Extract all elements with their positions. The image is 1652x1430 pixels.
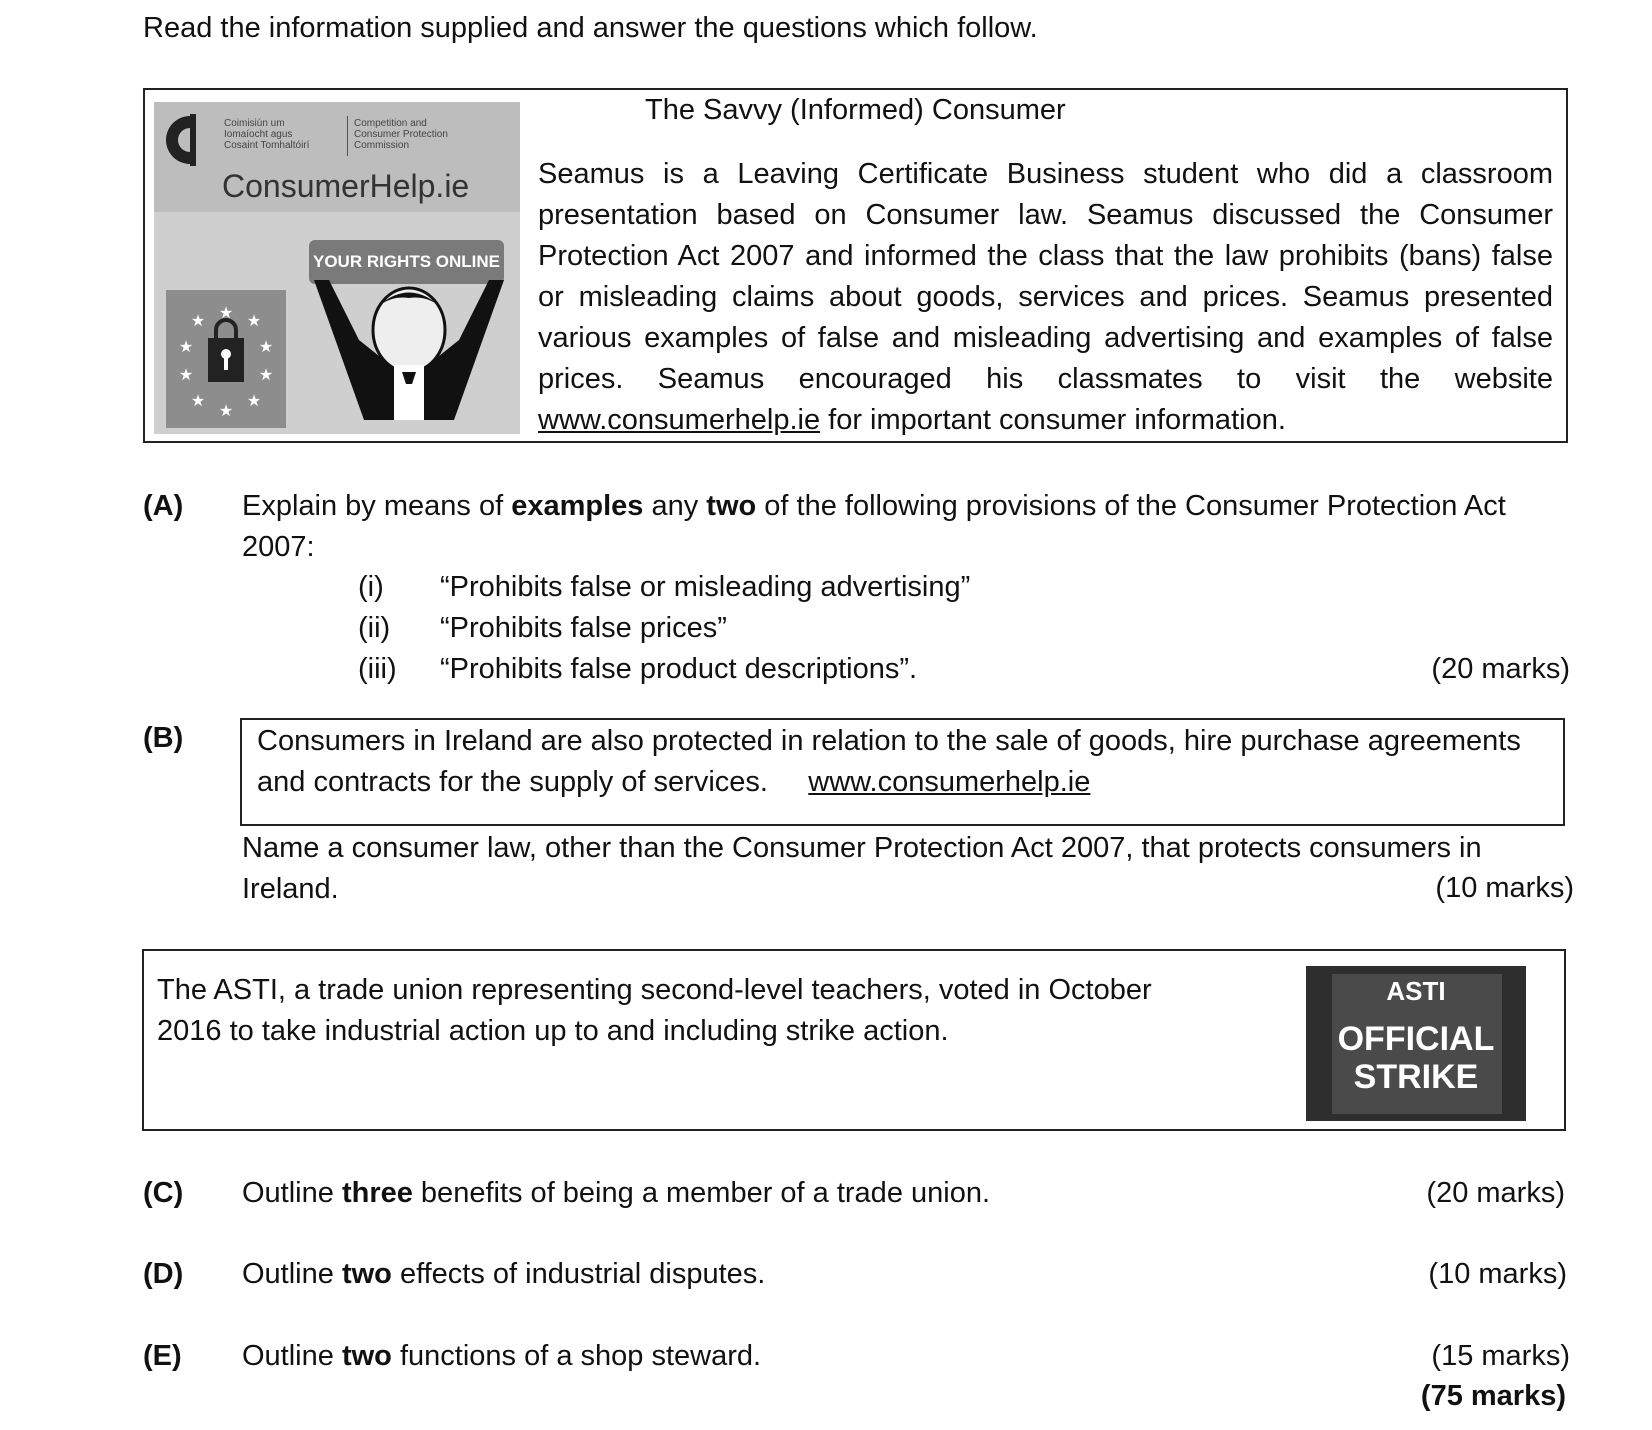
question-b-marks: (10 marks) [1435, 872, 1574, 904]
svg-text:★: ★ [218, 303, 234, 322]
question-b-text: Name a consumer law, other than the Consumer Protection Act 2007, that protects consumers in Ireland. [242, 832, 1482, 905]
eu-lock-icon [166, 290, 286, 428]
question-a-label: (A) [143, 490, 184, 522]
consumer-box-title: The Savvy (Informed) Consumer [645, 94, 1066, 126]
svg-text:★: ★ [246, 311, 262, 330]
question-c-label: (C) [143, 1177, 184, 1209]
consumer-box-paragraph: Seamus is a Leaving Certificate Business student who did a classroom presentation based on Consumer law. Seamus discussed the Consumer Protection Act 2007 and informed the class that the law prohibits (bans) false or misleading claims about goods, services and prices. Seamus presented various examples of false and misleading advertising and examples of false prices. Seamus encouraged his classmates to visit the website www.consumerhelp.ie for important consumer information. [538, 158, 1553, 436]
person-holding-sign-icon [294, 280, 520, 434]
question-d-marks: (10 marks) [1428, 1258, 1567, 1290]
svg-text:★: ★ [190, 391, 206, 410]
rights-sign: YOUR RIGHTS ONLINE [309, 240, 504, 284]
svg-text:★: ★ [178, 337, 194, 356]
provisions-list [358, 567, 970, 690]
logo-divider [347, 116, 348, 156]
svg-text:★: ★ [190, 311, 206, 330]
question-e-label: (E) [143, 1340, 182, 1372]
logo-english-text: Competition and Consumer Protection Commission [354, 118, 448, 151]
list-item: (ii) “Prohibits false prices” [358, 612, 727, 644]
question-c-text: Outline three benefits of being a member of a trade union. [242, 1177, 991, 1209]
list-item: (iii) “Prohibits false product descriptions”. [358, 653, 918, 685]
question-e-marks: (15 marks) [1431, 1340, 1570, 1372]
consumer-laws-text: Consumers in Ireland are also protected in relation to the sale of goods, hire purchase agreements and contracts for the supply of services. www.consumerhelp.ie [257, 725, 1521, 798]
svg-text:★: ★ [218, 401, 234, 420]
logo-irish-text: Coimisiún um Iomaíocht agus Cosaint Tomhaltóirí [224, 118, 310, 151]
consumerhelp-link[interactable]: www.consumerhelp.ie [538, 404, 821, 436]
strike-sign-strike: STRIKE [1353, 1058, 1479, 1096]
question-c-marks: (20 marks) [1426, 1177, 1565, 1209]
consumerhelp-link-2[interactable]: www.consumerhelp.ie [808, 766, 1091, 798]
asti-text: The ASTI, a trade union representing second-level teachers, voted in October 2016 to take industrial action up to and including strike action. [157, 974, 1152, 1047]
strike-sign-official: OFFICIAL [1337, 1020, 1495, 1058]
svg-text:★: ★ [258, 365, 274, 384]
consumerhelp-brand: ConsumerHelp.ie [222, 168, 470, 204]
question-e-text: Outline two functions of a shop steward. [242, 1340, 762, 1372]
svg-text:★: ★ [258, 337, 274, 356]
svg-text:★: ★ [246, 391, 262, 410]
question-d-label: (D) [143, 1258, 184, 1290]
question-b-label: (B) [143, 722, 184, 754]
consumerhelp-image [154, 102, 520, 434]
eu-stars-panel [166, 290, 286, 428]
intro-text: Read the information supplied and answer the questions which follow. [143, 12, 1038, 44]
list-item: (i) “Prohibits false or misleading advertising” [358, 571, 971, 603]
ccpc-logo-icon [160, 108, 210, 186]
question-d-text: Outline two effects of industrial disputes. [242, 1258, 766, 1290]
question-a-text: Explain by means of examples any two of the following provisions of the Consumer Protection Act 2007: [242, 490, 1506, 563]
asti-strike-image [1306, 966, 1526, 1121]
svg-text:★: ★ [178, 365, 194, 384]
total-marks: (75 marks) [1420, 1380, 1566, 1412]
strike-sign-asti: ASTI [1386, 976, 1446, 1006]
question-a-marks: (20 marks) [1431, 653, 1570, 685]
